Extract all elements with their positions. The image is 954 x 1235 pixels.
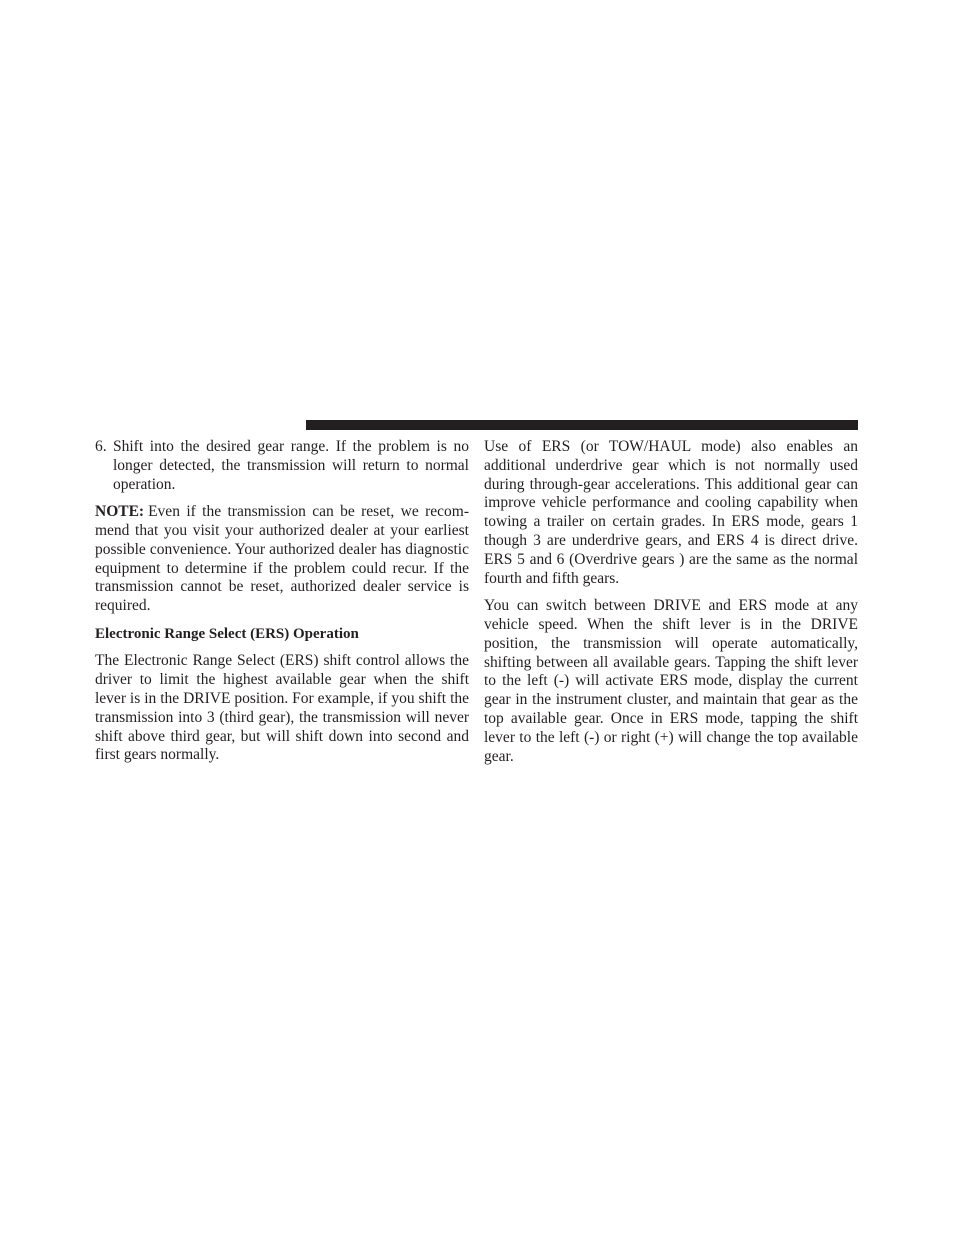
step-text: Shift into the desired gear range. If the problem is no longer detected, the transmission will return to normal operation. [113, 438, 469, 493]
note-paragraph [95, 503, 469, 616]
list-item-step-6 [95, 438, 469, 494]
ers-intro-paragraph: The Electronic Range Select (ERS) shift control allows the driver to limit the highest available gear when the shift lever is in the DRIVE position. For example, if you shift the transmission into 3 (third gear), the transmission will never shift above third gear, but will shift down into second and first gears normally. [95, 652, 469, 764]
ers-underdrive-paragraph: Use of ERS (or TOW/HAUL mode) also enables an additional underdrive gear which is not normally used during through-gear accelerations. This additional gear can improve vehicle performance and cooling capability when towing a trailer on certain grades. In ERS mode, gears 1 though 3 are underdrive gears, and ERS 4 is direct drive. ERS 5 and 6 (Overdrive gears ) are the same as the normal fourth and fifth gears. [484, 438, 858, 587]
note-label: NOTE: [95, 503, 145, 521]
left-column [95, 438, 469, 774]
section-heading: Electronic Range Select (ERS) Operation [95, 625, 359, 642]
step-number: 6. [95, 438, 107, 455]
note-text: Even if the transmission can be reset, we recom-mend that you visit your authorized dealer at your earliest possible convenience. Your authorized dealer has diagnostic equipment to determine if the problem could recur. If the transmission cannot be reset, authorized dealer service is required. [95, 503, 469, 615]
right-column [484, 438, 858, 775]
header-rule [306, 420, 858, 430]
ers-switching-paragraph: You can switch between DRIVE and ERS mode at any vehicle speed. When the shift lever is in the DRIVE position, the transmission will operate automatically, shifting between all available gears. Tapping the shift lever to the left (-) will activate ERS mode, display the current gear in the instrument cluster, and maintain that gear as the top available gear. Once in ERS mode, tapping the shift lever to the left (-) or right (+) will change the top available gear. [484, 597, 858, 765]
